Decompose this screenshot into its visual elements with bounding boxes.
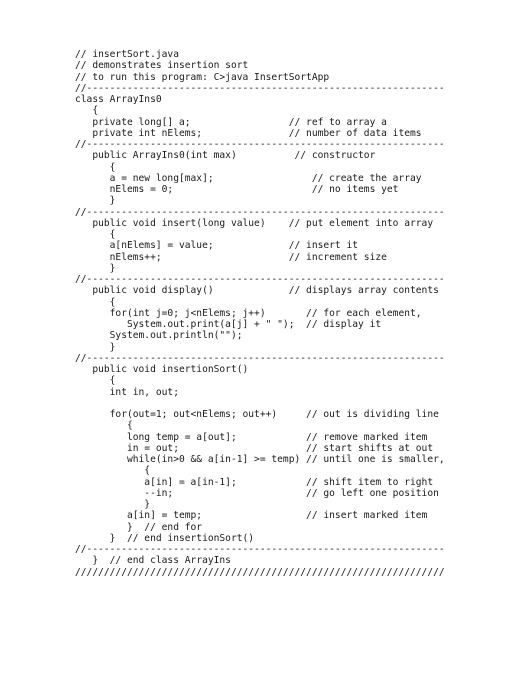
code-line: a[in] = a[in-1]; // shift item to right bbox=[75, 476, 434, 488]
separator-line: //-------------------------------------------------------------- bbox=[75, 206, 445, 218]
code-line: public void display() // displays array contents bbox=[75, 285, 439, 297]
code-line: private int nElems; // number of data items bbox=[75, 127, 422, 139]
code-line: long temp = a[out]; // remove marked item bbox=[75, 431, 428, 443]
code-line: in = out; // start shifts at out bbox=[75, 442, 434, 454]
separator-line: //////////////////////////////////////////////////////////////// bbox=[75, 566, 445, 578]
code-line: { bbox=[75, 296, 116, 308]
code-line: a = new long[max]; // create the array bbox=[75, 172, 422, 184]
code-line: a[in] = temp; // insert marked item bbox=[75, 510, 428, 522]
code-line: a[nElems] = value; // insert it bbox=[75, 240, 359, 252]
code-line: System.out.print(a[j] + " "); // display it bbox=[75, 319, 382, 330]
code-line: class ArrayIns0 bbox=[75, 94, 162, 105]
code-line: System.out.println(""); bbox=[75, 330, 243, 342]
code-line: for(int j=0; j<nElems; j++) // for each element, bbox=[75, 307, 422, 319]
code-line: private long[] a; // ref to array a bbox=[75, 116, 387, 128]
code-line: } // end insertionSort() bbox=[75, 532, 255, 544]
code-line: for(out=1; out<nElems; out++) // out is dividing line bbox=[75, 409, 439, 420]
separator-line: //-------------------------------------------------------------- bbox=[75, 544, 445, 555]
code-line: // to run this program: C>java InsertSortApp bbox=[75, 71, 330, 83]
code-line: } // end class ArrayIns bbox=[75, 555, 231, 567]
code-listing bbox=[75, 49, 515, 578]
separator-line: //-------------------------------------------------------------- bbox=[75, 352, 445, 364]
code-line: } bbox=[75, 499, 151, 510]
code-line: { bbox=[75, 229, 116, 240]
code-line: --in; // go left one position bbox=[75, 487, 439, 499]
code-line: nElems = 0; // no items yet bbox=[75, 184, 399, 195]
code-line: while(in>0 && a[in-1] >= temp) // until one is smaller, bbox=[75, 454, 445, 465]
separator-line: //-------------------------------------------------------------- bbox=[75, 274, 445, 285]
code-line: { bbox=[75, 161, 116, 173]
code-line: { bbox=[75, 375, 116, 387]
code-line: } bbox=[75, 341, 116, 353]
separator-line: //-------------------------------------------------------------- bbox=[75, 82, 445, 94]
code-line: public void insert(long value) // put element into array bbox=[75, 217, 434, 229]
code-line: nElems++; // increment size bbox=[75, 251, 387, 263]
code-line: { bbox=[75, 465, 151, 477]
separator-line: //-------------------------------------------------------------- bbox=[75, 139, 445, 150]
code-line: public void insertionSort() bbox=[75, 364, 249, 375]
code-line: int in, out; bbox=[75, 386, 179, 398]
code-line: } // end for bbox=[75, 521, 203, 533]
code-line: } bbox=[75, 195, 116, 207]
blank-line bbox=[75, 398, 515, 409]
code-line: { bbox=[75, 105, 99, 117]
code-line: } bbox=[75, 262, 116, 274]
code-line: { bbox=[75, 420, 133, 432]
code-line: // demonstrates insertion sort bbox=[75, 60, 249, 72]
code-line: public ArrayIns0(int max) // constructor bbox=[75, 150, 376, 162]
code-line: // insertSort.java bbox=[75, 49, 179, 60]
